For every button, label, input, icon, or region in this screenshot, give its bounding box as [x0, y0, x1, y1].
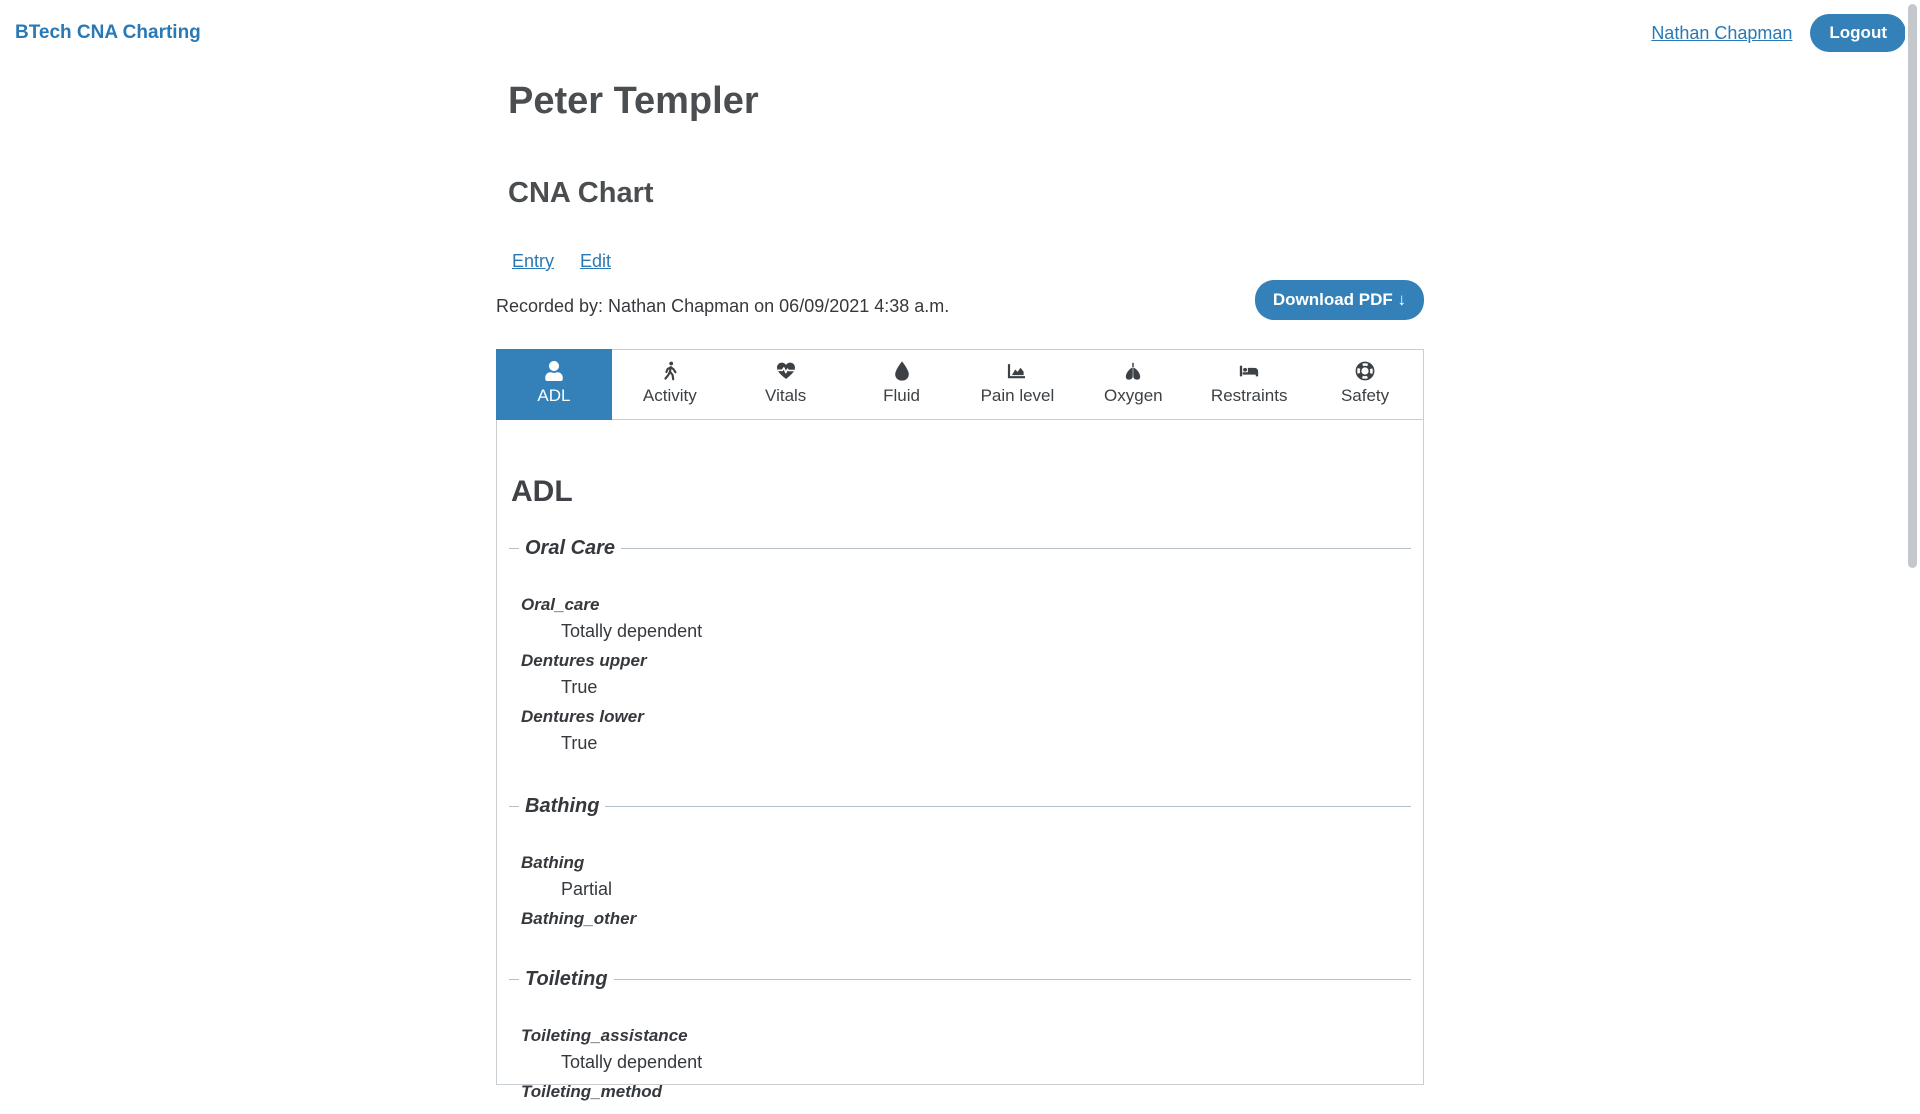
tab-adl[interactable] [496, 349, 612, 420]
chart-title: CNA Chart [508, 177, 654, 209]
tab-label: Oxygen [1104, 386, 1163, 405]
tab-vitals[interactable] [728, 350, 844, 419]
tab-safety[interactable] [1307, 350, 1423, 419]
entry-link[interactable]: Entry [512, 251, 555, 271]
scrollbar-thumb[interactable] [1908, 4, 1917, 568]
field-label: Bathing_other [521, 909, 637, 928]
current-user-link[interactable]: Nathan Chapman [1651, 22, 1793, 43]
field-label: Oral_care [521, 595, 600, 614]
section-legend: Toileting [509, 967, 1411, 991]
chart-section [509, 967, 1411, 1114]
field-label: Dentures lower [521, 707, 644, 726]
patient-name: Peter Templer [508, 80, 759, 122]
tab-label: Activity [642, 386, 697, 405]
field-value: Totally dependent [561, 1052, 703, 1072]
tab-label: Vitals [765, 386, 807, 405]
main-content [496, 78, 1424, 1101]
area-chart-icon [1007, 361, 1027, 381]
section-fields [509, 560, 1411, 768]
bed-icon [1239, 361, 1259, 381]
section-legend: Oral Care [509, 536, 1411, 560]
brand-link[interactable]: BTech CNA Charting [15, 22, 201, 43]
user-icon [544, 361, 564, 381]
section-fields [509, 991, 1411, 1114]
field-label: Toileting_method [521, 1082, 663, 1101]
lungs-icon [1123, 361, 1143, 381]
panel-heading: ADL [511, 475, 573, 508]
field-value: True [561, 677, 598, 697]
field-label: Bathing [521, 853, 585, 872]
logout-button[interactable]: Logout [1810, 14, 1906, 52]
field-value: Partial [561, 879, 613, 899]
record-meta-row [496, 280, 1424, 320]
tab-restraints[interactable] [1191, 350, 1307, 419]
chart-nav-links [496, 251, 1424, 272]
tab-label: Pain level [980, 386, 1055, 405]
chart-section [509, 794, 1411, 941]
field-value: Totally dependent [561, 621, 703, 641]
tab-activity[interactable] [612, 350, 728, 419]
app-header [0, 0, 1920, 66]
heartbeat-icon [776, 361, 796, 381]
tab-panel [496, 420, 1424, 1101]
field-value: True [561, 733, 598, 753]
life-ring-icon [1355, 361, 1375, 381]
header-right [1651, 14, 1906, 52]
recorded-by-text: Recorded by: Nathan Chapman on 06/09/2021 4:38 a.m. [496, 296, 950, 316]
field-label: Dentures upper [521, 651, 647, 670]
edit-link[interactable]: Edit [580, 251, 612, 271]
droplet-icon [892, 361, 912, 381]
tab-pain-level[interactable] [960, 350, 1076, 419]
tab-label: Safety [1340, 386, 1390, 405]
tab-fluid[interactable] [844, 350, 960, 419]
tab-label: ADL [537, 386, 571, 405]
chart-tabbar [496, 349, 1424, 420]
section-fields [509, 818, 1411, 941]
tab-label: Restraints [1210, 386, 1288, 405]
panel-sections [509, 536, 1411, 1114]
download-pdf-button[interactable]: Download PDF ↓ [1255, 280, 1424, 320]
section-legend: Bathing [509, 794, 1411, 818]
walking-icon [660, 361, 680, 381]
tab-oxygen[interactable] [1075, 350, 1191, 419]
field-label: Toileting_assistance [521, 1026, 688, 1045]
tab-label: Fluid [883, 386, 920, 405]
chart-section [509, 536, 1411, 768]
